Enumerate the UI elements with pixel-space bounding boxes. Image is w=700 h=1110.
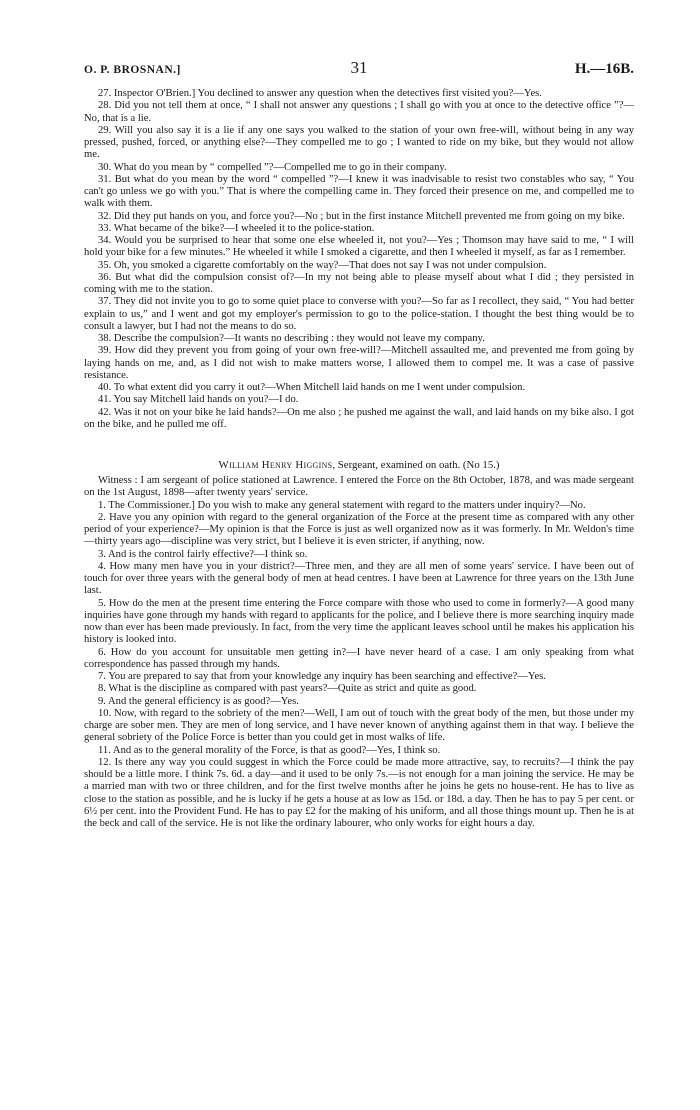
witness-heading — [84, 459, 634, 471]
question-11: 11. And as to the general morality of the Force, is that as good?—Yes, I think so. — [98, 744, 441, 756]
question-34: 34. Would you be surprised to hear that some one else wheeled it, not you?—Yes ; Thomson may have said to me, “ I will hold your bike for a few minutes.” He wheeled it while I smoked a cigarette, and then I wheeled it myself, as far as I remember. — [84, 235, 634, 259]
question-7: 7. You are prepared to say that from your knowledge any inquiry has been searching and effective?—Yes. — [98, 671, 546, 682]
witness-name: William Henry Higgins — [218, 459, 333, 471]
question-6: 6. How do you account for unsuitable men getting in?—I have never heard of a case. I am only speaking from what correspondence has passed through my hands. — [84, 646, 634, 670]
testimony-section-2 — [84, 475, 634, 830]
question-31: 31. But what do you mean by the word “ compelled ”?—I knew it was inadvisable to resist two constables who say, “ You can't go unless we go with you.” That is where the compelling came in. They forced their presence on me, and compelled me to walk with them. — [84, 173, 634, 210]
question-29: 29. Will you also say it is a lie if any one says you walked to the station of your own free-will, without being in any way pressed, pushed, forced, or anything else?—They compelled me to go ; I wanted to ride on my bike, but they would not allow me. — [84, 124, 634, 161]
question-41: 41. You say Mitchell laid hands on you?—I do. — [98, 394, 299, 406]
question-8: 8. What is the discipline as compared with past years?—Quite as strict and quite as good. — [98, 683, 477, 695]
question-42: 42. Was it not on your bike he laid hands?—On me also ; he pushed me against the wall, and laid hands on my bike also. I got on the bike, and he pulled me off. — [84, 406, 634, 430]
header-witness-name: O. P. BROSNAN.] — [84, 64, 181, 76]
question-5: 5. How do the men at the present time entering the Force compare with those who used to come in formerly?—A good many inquiries have gone through my hands with regard to applicants for the police, and I believe there is more searching inquiry made now than ever has been made previously. In fact, from the very time the applicant leaves school until he makes his application his history is looked into. — [84, 597, 634, 646]
question-9: 9. And the general efficiency is as good?—Yes. — [98, 695, 299, 707]
question-1: 1. The Commissioner.] Do you wish to make any general statement with regard to the matters under inquiry?—No. — [98, 499, 586, 511]
question-28: 28. Did you not tell them at once, “ I shall not answer any questions ; I shall go with you at once to the detective office ”?—No, that is a lie. — [84, 100, 634, 124]
question-32: 32. Did they put hands on you, and force you?—No ; but in the first instance Mitchell prevented me from going on my bike. — [98, 210, 625, 222]
testimony-section-1 — [84, 88, 634, 431]
question-36: 36. But what did the compulsion consist of?—In my not being able to please myself about what I did ; they persisted in coming with me to the station. — [84, 271, 634, 295]
question-39: 39. How did they prevent you from going of your own free-will?—Mitchell assaulted me, and prevented me from going by laying hands on me, and, as I did not wish to make matters worse, I allowed them to compel me. It was a case of passive resistance. — [84, 345, 634, 381]
witness-statement: Witness : I am sergeant of police stationed at Lawrence. I entered the Force on the 8th October, 1878, and was made sergeant on the 1st August, 1898—after twenty years' service. — [84, 475, 634, 499]
page-header — [84, 58, 634, 88]
question-27: 27. Inspector O'Brien.] You declined to answer any question when the detectives first visited you?—Yes. — [98, 88, 542, 99]
question-3: 3. And is the control fairly effective?—I think so. — [98, 548, 308, 560]
question-37: 37. They did not invite you to go to some quiet place to converse with you?—So far as I recollect, they said, “ You had better explain to us,” and I went and got my employer's permission to go to the police-station. I thought the best thing would be to consult a lawyer, but I had not the means to do so. — [84, 296, 634, 332]
question-38: 38. Describe the compulsion?—It wants no describing : they would not leave my company. — [98, 333, 485, 344]
question-12: 12. Is there any way you could suggest in which the Force could be made more attractive, say, to recruits?—I think the pay should be a little more. I think 7s. 6d. a day—and it used to be only 7s.—is not enough for a man joining the service. He may be a married man with two or three children, and for the first twelve months after he joins he gets no house-rent. He has to live as close to the station as possible, and he is lucky if he gets a house at as low as 15d. or 18d. a day. Then he has to pay 5 per cent. or 6½ per cent. into the Provident Fund. He has to pay £2 for the making of his uniform, and all those things mount up. Then he is at the beck and call of the service. He is not like the ordinary labourer, who only works for eight hours a day. — [84, 756, 635, 829]
question-4: 4. How many men have you in your district?—Three men, and they are all men of some years' service. I have been out of touch for over three years with the general body of men at head centres. I have been at Lawrence for three years on the 13th June last. — [84, 560, 634, 597]
document-reference: H.—16B. — [574, 61, 634, 77]
question-10: 10. Now, with regard to the sobriety of the men?—Well, I am out of touch with the great body of the men, but those under my charge are sober men. They are men of long service, and I have never known of anything against them in that way. I believe the general sobriety of the Police Force is better than you could get in most walks of life. — [84, 707, 634, 744]
page-number: 31 — [350, 58, 368, 77]
question-35: 35. Oh, you smoked a cigarette comfortably on the way?—That does not say I was not under compulsion. — [98, 259, 547, 271]
question-30: 30. What do you mean by “ compelled ”?—Compelled me to go in their company. — [98, 161, 447, 173]
witness-heading-rest: , Sergeant, examined on oath. (No 15.) — [332, 459, 500, 471]
question-2: 2. Have you any opinion with regard to the general organization of the Force at the present time as compared with any other period of your experience?—My opinion is that the Force is just as well organized now as it was formerly. In Mr. Weldon's time—thirty years ago—discipline was very strict, but I believe it is even stricter, if anything, now. — [84, 511, 634, 548]
question-40: 40. To what extent did you carry it out?—When Mitchell laid hands on me I went under compulsion. — [98, 382, 526, 393]
question-33: 33. What became of the bike?—I wheeled it to the police-station. — [98, 222, 375, 234]
